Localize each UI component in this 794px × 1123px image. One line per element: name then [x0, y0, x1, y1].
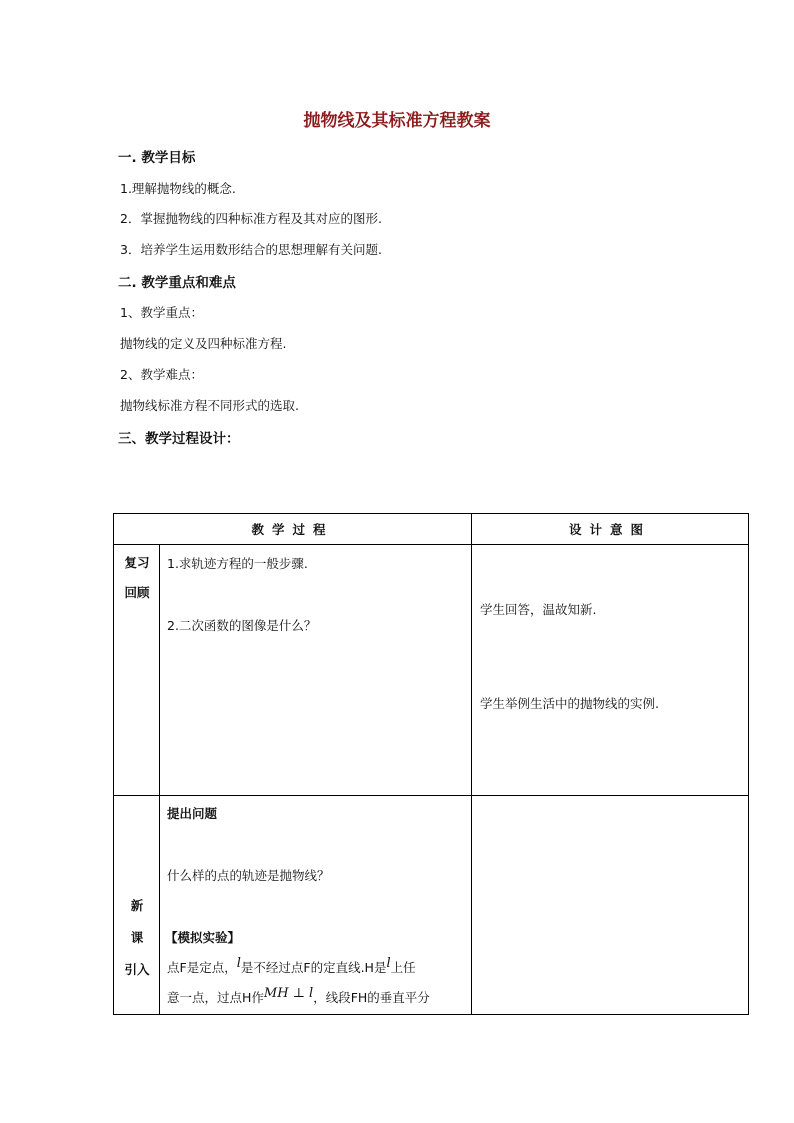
perpendicular-formula: MH ⊥ l	[263, 986, 314, 1001]
review-side-label-1: 复习	[124, 555, 150, 570]
table-header-row	[114, 514, 749, 545]
section3-heading: 三、教学过程设计：	[118, 431, 240, 447]
difficult-points-label: 2、教学难点：	[120, 367, 203, 382]
review-side-label-2: 回顾	[124, 585, 150, 600]
section2-heading: 二. 教学重点和难点	[118, 275, 236, 291]
line-l-symbol: l	[236, 956, 241, 971]
experiment-line-2: 意一点，过点H作$^{MH \perp l}$，线段FH的垂直平分	[167, 986, 430, 1006]
review-row	[114, 545, 749, 796]
intro-intent-cell	[472, 796, 749, 1015]
intro-row	[114, 796, 749, 1015]
objective-item-3: 3．培养学生运用数形结合的思想理解有关问题.	[120, 242, 382, 257]
review-question-1: 1.求轨迹方程的一般步骤.	[167, 556, 308, 571]
header-teaching-process: 教学过程	[114, 514, 472, 545]
key-points-label: 1、教学重点：	[120, 305, 203, 320]
simulation-experiment-heading: 【模拟实验】	[165, 930, 241, 945]
line-l-symbol-2: l	[386, 956, 391, 971]
difficult-points-text: 抛物线标准方程不同形式的选取.	[120, 398, 299, 413]
experiment-line-1: 点F是定点，$^l$是不经过点F的定直线.H是$^l$上任	[167, 956, 416, 976]
key-points-text: 抛物线的定义及四种标准方程.	[120, 336, 287, 351]
review-intent-2: 学生举例生活中的抛物线的实例.	[480, 696, 659, 711]
intro-side-label-1: 新	[130, 898, 144, 913]
section1-heading: 一. 教学目标	[118, 150, 196, 166]
header-design-intent: 设计意图	[472, 514, 749, 545]
review-question-2: 2.二次函数的图像是什么？	[167, 618, 317, 633]
objective-item-1: 1.理解抛物线的概念.	[120, 181, 236, 196]
review-intent-1: 学生回答，温故知新.	[480, 602, 597, 617]
raise-question-heading: 提出问题	[167, 806, 218, 821]
document-title: 抛物线及其标准方程教案	[303, 111, 491, 131]
objective-item-2: 2．掌握抛物线的四种标准方程及其对应的图形.	[120, 211, 382, 226]
teaching-process-table	[113, 513, 749, 1015]
intro-side-label-3: 引入	[124, 962, 150, 977]
intro-question: 什么样的点的轨迹是抛物线？	[167, 868, 330, 883]
intro-side-label-2: 课	[130, 930, 144, 945]
